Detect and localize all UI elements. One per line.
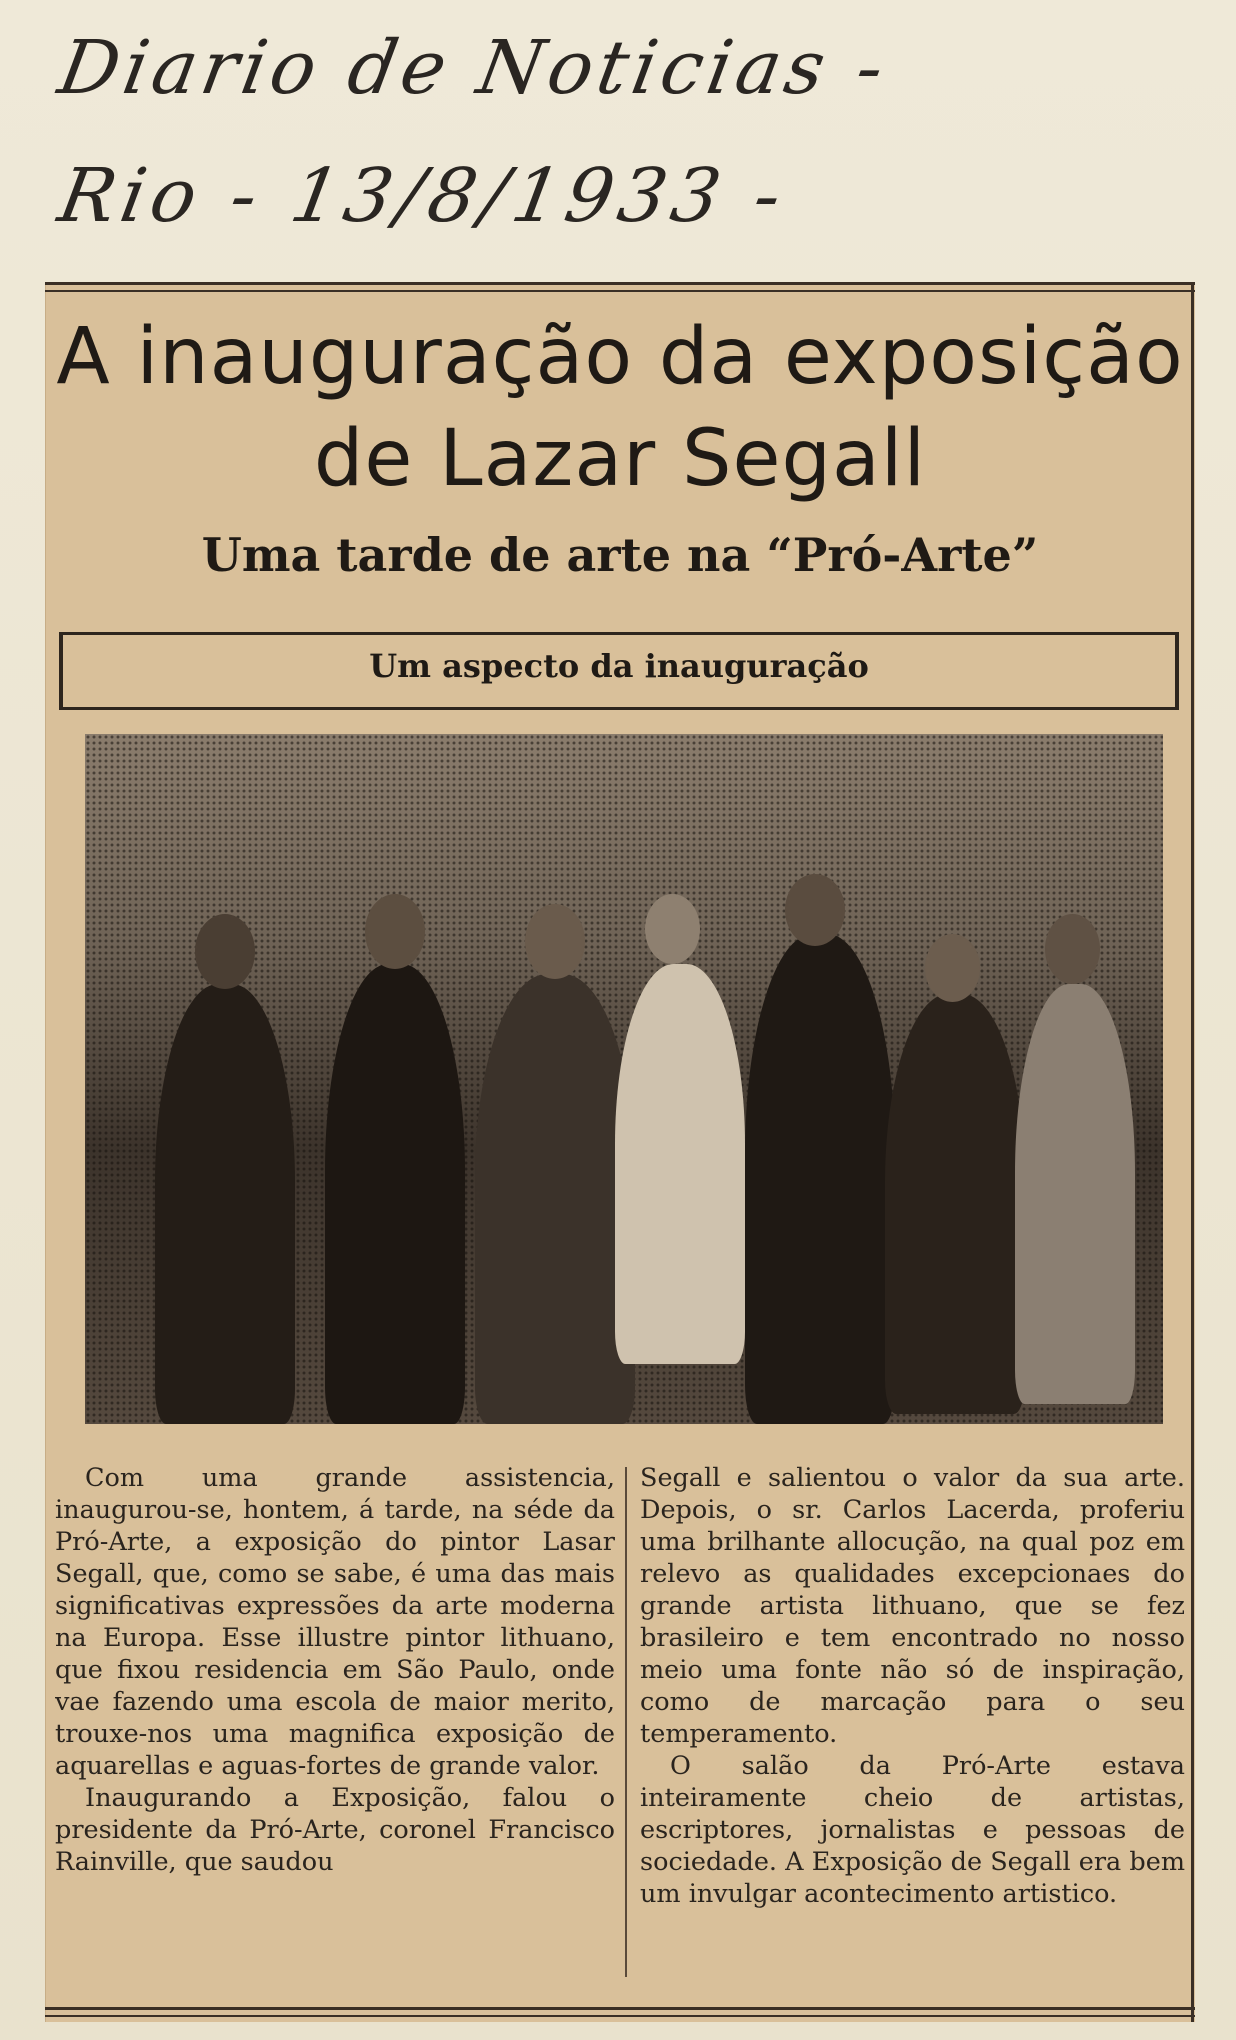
right-column-paragraph-2: O salão da Pró-Arte estava inteiramente cheio de artistas, escriptores, jornalistas e pessoas de sociedade. A Exposição de Segall era bem um invulgar acontecimento artistico. bbox=[640, 1751, 1185, 1909]
article-right-column bbox=[640, 1462, 1185, 1982]
left-column-paragraph-1: Com uma grande assistencia, inaugurou-se, hontem, á tarde, na séde da Pró-Arte, a exposição do pintor Lasar Segall, que, como se sabe, é uma das mais significativas expressões da arte moderna na Europa. Esse illustre pintor lithuano, que fixou residencia em São Paulo, onde vae fazendo uma escola de maior merito, trouxe-nos uma magnifica exposição de aquarellas e aguas-fortes de grande valor. bbox=[55, 1463, 615, 1781]
photo-figure bbox=[1015, 984, 1135, 1404]
right-column-paragraph-1: Segall e salientou o valor da sua arte. Depois, o sr. Carlos Lacerda, proferiu uma brilhante allocução, na qual poz em relevo as qualidades excepcionaes do grande artista lithuano, que se fez brasileiro e tem encontrado no nosso meio uma fonte não só de inspiração, como de marcação para o seu temperamento. bbox=[640, 1463, 1185, 1749]
article-left-column bbox=[55, 1462, 615, 1982]
column-divider bbox=[625, 1467, 627, 1977]
photo-caption-box bbox=[59, 632, 1179, 710]
photo-head bbox=[195, 914, 255, 989]
photo-head bbox=[1045, 914, 1100, 984]
handwritten-annotation bbox=[52, 25, 1060, 255]
event-photograph bbox=[85, 734, 1163, 1424]
photo-figure bbox=[885, 994, 1025, 1414]
photo-head bbox=[525, 904, 585, 979]
photo-figure bbox=[155, 984, 295, 1424]
handwritten-date-line: Rio - 13/8/1933 - bbox=[52, 153, 794, 239]
photo-figure bbox=[745, 934, 895, 1424]
photo-caption: Um aspecto da inauguração bbox=[369, 647, 869, 685]
photo-figure bbox=[475, 974, 635, 1424]
photo-figure bbox=[615, 964, 745, 1364]
left-column-paragraph-2: Inaugurando a Exposição, falou o presidente da Pró-Arte, coronel Francisco Rainville, que saudou bbox=[55, 1783, 615, 1877]
photo-figure bbox=[325, 964, 465, 1424]
newspaper-clipping bbox=[45, 282, 1195, 2022]
bottom-rule bbox=[45, 2007, 1195, 2010]
photo-head bbox=[645, 894, 700, 964]
article-subheadline: Uma tarde de arte na “Pró-Arte” bbox=[201, 528, 1039, 582]
bottom-rule-thin bbox=[45, 2015, 1195, 2017]
photo-head bbox=[785, 874, 845, 946]
top-rule bbox=[45, 282, 1195, 285]
article-headline-line2: de Lazar Segall bbox=[313, 414, 927, 504]
handwritten-source-line: Diario de Noticias - bbox=[52, 25, 895, 111]
top-rule-thin bbox=[45, 290, 1195, 292]
photo-head bbox=[925, 934, 980, 1002]
article-headline-line1: A inauguração da exposição bbox=[56, 312, 1184, 402]
photo-head bbox=[365, 894, 425, 969]
